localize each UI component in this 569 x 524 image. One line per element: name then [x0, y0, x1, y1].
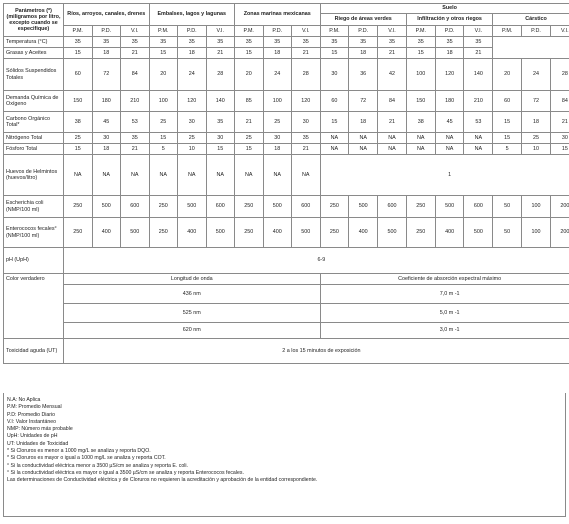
value-cell: 500: [292, 218, 321, 248]
value-cell: 25: [235, 133, 264, 144]
value-cell: 15: [206, 144, 235, 155]
value-cell: 25: [64, 133, 93, 144]
header-carstico: Cárstico: [493, 14, 569, 26]
subheader-pd: P.D.: [263, 26, 292, 37]
subheader-pm: P.M.: [149, 26, 178, 37]
value-cell: 400: [435, 218, 464, 248]
value-cell: 35: [235, 37, 264, 48]
ph-label: pH (UpH): [4, 248, 64, 274]
row-label: Fósforo Total: [4, 144, 64, 155]
value-cell: 210: [121, 91, 150, 112]
value-cell: 30: [292, 112, 321, 133]
value-cell: 35: [178, 37, 207, 48]
value-cell: 120: [435, 59, 464, 91]
header-parameters: Parámetros (*) (miligramos por litro, excepto cuando se especifique): [4, 4, 64, 37]
value-cell: 600: [121, 196, 150, 218]
value-cell: NA: [263, 155, 292, 196]
row-label: Grasas y Aceites: [4, 48, 64, 59]
value-cell: 500: [349, 196, 378, 218]
color-label: Color verdadero: [4, 274, 64, 339]
toxicity-value: 2 a los 15 minutos de exposición: [64, 339, 569, 364]
value-cell: 72: [522, 91, 551, 112]
table-row: [4, 37, 569, 48]
value-cell: 42: [378, 59, 407, 91]
value-cell: 84: [378, 91, 407, 112]
value-cell: 35: [406, 37, 435, 48]
value-cell: 38: [64, 112, 93, 133]
value-cell: 140: [206, 91, 235, 112]
row-label: Carbono Orgánico Total*: [4, 112, 64, 133]
value-cell: 15: [493, 112, 522, 133]
value-cell: 400: [178, 218, 207, 248]
value-cell: 15: [320, 112, 349, 133]
subheader-pd: P.D.: [522, 26, 551, 37]
value-cell: 15: [64, 144, 93, 155]
table-row: [4, 155, 569, 196]
subheader-pm: P.M.: [64, 26, 93, 37]
subheader-pm: P.M.: [320, 26, 349, 37]
value-cell: 24: [178, 59, 207, 91]
value-cell: 35: [320, 37, 349, 48]
value-cell: 120: [292, 91, 321, 112]
value-cell: 210: [464, 91, 493, 112]
value-cell: NA: [378, 144, 407, 155]
value-cell: 5: [149, 144, 178, 155]
subheader-vi: V.I.: [550, 26, 569, 37]
value-cell: 35: [263, 37, 292, 48]
value-cell: 18: [263, 48, 292, 59]
header-infiltracion: Infiltración y otros riegos: [406, 14, 492, 26]
header-zonas: Zonas marinas mexicanas: [235, 4, 321, 26]
value-cell: 35: [349, 37, 378, 48]
value-cell: 180: [92, 91, 121, 112]
value-cell: 250: [320, 196, 349, 218]
value-cell: 45: [92, 112, 121, 133]
color-wave: 620 nm: [64, 323, 321, 339]
value-cell: 35: [206, 37, 235, 48]
value-cell: NA: [464, 133, 493, 144]
value-cell: 600: [292, 196, 321, 218]
value-cell: 250: [149, 218, 178, 248]
table-row: [4, 133, 569, 144]
color-coef: 7,0 m -1: [320, 285, 569, 304]
footnote-line: P.M: Promedio Mensual: [7, 404, 62, 411]
value-cell: 72: [349, 91, 378, 112]
value-cell: NA: [435, 144, 464, 155]
value-cell: 35: [292, 37, 321, 48]
value-cell: 25: [149, 112, 178, 133]
value-cell: 21: [206, 48, 235, 59]
subheader-pd: P.D.: [178, 26, 207, 37]
value-cell: 60: [320, 91, 349, 112]
value-cell: NA: [292, 155, 321, 196]
value-cell: NA: [349, 133, 378, 144]
value-cell: 500: [464, 218, 493, 248]
value-cell: 35: [435, 37, 464, 48]
row-label: Sólidos Suspendidos Totales: [4, 59, 64, 91]
row-label: Demanda Química de Oxígeno: [4, 91, 64, 112]
value-cell: 150: [406, 91, 435, 112]
color-wave: 525 nm: [64, 304, 321, 323]
value-cell: NA: [349, 144, 378, 155]
value-cell: 100: [406, 59, 435, 91]
footnote-line: N.A: No Aplica: [7, 397, 41, 403]
value-cell: 35: [121, 37, 150, 48]
row-label: Huevos de Helmintos (huevos/litro): [4, 155, 64, 196]
value-cell: 35: [149, 37, 178, 48]
value-cell: 21: [378, 48, 407, 59]
table-row: [4, 48, 569, 59]
value-cell: NA: [378, 133, 407, 144]
value-cell: 250: [64, 196, 93, 218]
value-cell: 500: [206, 218, 235, 248]
value-cell: 35: [64, 37, 93, 48]
value-cell: 35: [92, 37, 121, 48]
value-cell: 30: [263, 133, 292, 144]
footnote-line: P.D: Promedio Diario: [7, 411, 56, 418]
value-cell: 400: [92, 218, 121, 248]
value-cell: NA: [206, 155, 235, 196]
value-cell: 250: [149, 196, 178, 218]
value-cell: 28: [206, 59, 235, 91]
value-cell: 400: [349, 218, 378, 248]
value-cell: 200: [550, 218, 569, 248]
value-cell: 15: [550, 144, 569, 155]
value-cell: 21: [378, 112, 407, 133]
value-cell: 250: [235, 218, 264, 248]
value-cell: 250: [235, 196, 264, 218]
toxicity-label: Toxicidad aguda (UT): [4, 339, 64, 364]
subheader-pm: P.M.: [406, 26, 435, 37]
value-cell: 15: [320, 48, 349, 59]
value-cell: 85: [235, 91, 264, 112]
footnote-line: ° Si la conductividad eléctrica menor a 3500 µS/cm se analiza y reporta E. coli.: [7, 462, 188, 469]
table-row: [4, 196, 569, 218]
value-cell: 25: [178, 133, 207, 144]
value-cell: 20: [149, 59, 178, 91]
value-cell: 500: [121, 218, 150, 248]
value-cell: 21: [121, 48, 150, 59]
value-cell: 30: [320, 59, 349, 91]
footnote-line: ° Si la conductividad eléctrica es mayor o igual a 3500 µS/cm se analiza y reporta Enterococos fecales.: [7, 469, 244, 476]
header-rios: Ríos, arroyos, canales, drenes: [64, 4, 150, 26]
footnote-line: Las determinaciones de Conductividad eléctrica y de Cloruros no requieren la acreditación y aprobación de la entidad correspondiente.: [7, 477, 318, 484]
subheader-row: [4, 26, 569, 37]
value-cell: NA: [235, 155, 264, 196]
row-label: Nitrógeno Total: [4, 133, 64, 144]
subheader-vi: V.I.: [206, 26, 235, 37]
value-cell: 120: [178, 91, 207, 112]
value-cell: 18: [349, 48, 378, 59]
value-cell: 500: [378, 218, 407, 248]
footnote-line: UT: Unidades de Toxicidad: [7, 440, 69, 447]
value-cell: 250: [320, 218, 349, 248]
value-cell: 10: [522, 144, 551, 155]
color-coef: 5,0 m -1: [320, 304, 569, 323]
header-embalses: Embalses, lagos y lagunas: [149, 4, 235, 26]
value-cell: NA: [406, 133, 435, 144]
value-cell: 250: [64, 218, 93, 248]
value-cell: 100: [522, 196, 551, 218]
subheader-vi: V.I.: [292, 26, 321, 37]
value-cell: 30: [550, 133, 569, 144]
footnote-line: * Si Cloruros es menor a 1000 mg/L se analiza y reporta DQO.: [7, 448, 151, 455]
value-cell: 72: [92, 59, 121, 91]
value-cell: 24: [522, 59, 551, 91]
merged-value-cell: 1: [320, 155, 569, 196]
value-cell: 35: [292, 133, 321, 144]
value-cell: NA: [92, 155, 121, 196]
value-cell: 100: [149, 91, 178, 112]
ph-value: 6-9: [64, 248, 569, 274]
value-cell: 18: [522, 112, 551, 133]
value-cell: 35: [206, 112, 235, 133]
footnote-line: UpH: Unidades de pH: [7, 433, 58, 440]
value-cell: 100: [522, 218, 551, 248]
color-coef: 3,0 m -1: [320, 323, 569, 339]
value-cell: NA: [149, 155, 178, 196]
value-cell: 400: [263, 218, 292, 248]
color-coef-header: Coeficiente de absorción espectral máximo: [320, 274, 569, 285]
value-cell: 140: [464, 59, 493, 91]
value-cell: 15: [149, 133, 178, 144]
value-cell: 28: [292, 59, 321, 91]
value-cell: NA: [320, 144, 349, 155]
value-cell: NA: [464, 144, 493, 155]
footnote-line: NMP: Número más probable: [7, 426, 73, 433]
value-cell: NA: [178, 155, 207, 196]
value-cell: 5: [493, 144, 522, 155]
value-cell: 100: [263, 91, 292, 112]
table-row: [4, 218, 569, 248]
value-cell: 24: [263, 59, 292, 91]
value-cell: 250: [406, 196, 435, 218]
value-cell: 30: [178, 112, 207, 133]
value-cell: 180: [435, 91, 464, 112]
value-cell: 15: [149, 48, 178, 59]
value-cell: 25: [522, 133, 551, 144]
value-cell: 500: [92, 196, 121, 218]
value-cell: 500: [263, 196, 292, 218]
value-cell: 30: [206, 133, 235, 144]
value-cell: 600: [378, 196, 407, 218]
value-cell: 25: [263, 112, 292, 133]
value-cell: 21: [235, 112, 264, 133]
value-cell: 18: [92, 144, 121, 155]
value-cell: 18: [435, 48, 464, 59]
table-row: [4, 91, 569, 112]
value-cell: NA: [121, 155, 150, 196]
footnote-line: * Si Cloruros es mayor o igual a 1000 mg/L se analiza y reporta COT.: [7, 455, 166, 462]
table-row: [4, 59, 569, 91]
value-cell: 60: [64, 59, 93, 91]
subheader-pm: P.M.: [235, 26, 264, 37]
value-cell: 15: [406, 48, 435, 59]
value-cell: NA: [435, 133, 464, 144]
value-cell: 18: [263, 144, 292, 155]
value-cell: 18: [349, 112, 378, 133]
value-cell: NA: [406, 144, 435, 155]
value-cell: 18: [178, 48, 207, 59]
value-cell: 84: [550, 91, 569, 112]
value-cell: 53: [121, 112, 150, 133]
value-cell: NA: [64, 155, 93, 196]
value-cell: 15: [235, 48, 264, 59]
color-wave: 436 nm: [64, 285, 321, 304]
value-cell: 20: [235, 59, 264, 91]
value-cell: 50: [493, 196, 522, 218]
value-cell: 28: [550, 59, 569, 91]
value-cell: 21: [550, 112, 569, 133]
value-cell: 53: [464, 112, 493, 133]
value-cell: 20: [493, 59, 522, 91]
value-cell: 500: [178, 196, 207, 218]
value-cell: 600: [464, 196, 493, 218]
value-cell: 15: [493, 133, 522, 144]
value-cell: 84: [121, 59, 150, 91]
value-cell: 15: [235, 144, 264, 155]
subheader-vi: V.I.: [464, 26, 493, 37]
subheader-pd: P.D.: [435, 26, 464, 37]
value-cell: 21: [121, 144, 150, 155]
value-cell: 35: [378, 37, 407, 48]
value-cell: 21: [292, 144, 321, 155]
row-label: Temperatura (°C): [4, 37, 64, 48]
table-row: [4, 112, 569, 133]
footnotes: [3, 393, 566, 517]
value-cell: 30: [92, 133, 121, 144]
value-cell: 150: [64, 91, 93, 112]
subheader-pd: P.D.: [349, 26, 378, 37]
value-cell: 10: [178, 144, 207, 155]
value-cell: 500: [435, 196, 464, 218]
row-label: Escherichia coli (NMP/100 ml): [4, 196, 64, 218]
table-row: [4, 144, 569, 155]
header-suelo: Suelo: [320, 4, 569, 14]
subheader-vi: V.I.: [121, 26, 150, 37]
limits-table: [3, 3, 569, 364]
value-cell: 250: [406, 218, 435, 248]
value-cell: 38: [406, 112, 435, 133]
value-cell: 60: [493, 91, 522, 112]
value-cell: 35: [121, 133, 150, 144]
value-cell: 21: [292, 48, 321, 59]
header-riego: Riego de áreas verdes: [320, 14, 406, 26]
value-cell: 15: [64, 48, 93, 59]
subheader-vi: V.I.: [378, 26, 407, 37]
value-cell: NA: [320, 133, 349, 144]
value-cell: 18: [92, 48, 121, 59]
row-label: Enterococos fecales° (NMP/100 ml): [4, 218, 64, 248]
value-cell: 45: [435, 112, 464, 133]
value-cell: 600: [206, 196, 235, 218]
subheader-pm: P.M.: [493, 26, 522, 37]
color-wave-header: Longitud de onda: [64, 274, 321, 285]
value-cell: 50: [493, 218, 522, 248]
footnote-line: V.I: Valor Instantáneo: [7, 418, 57, 425]
value-cell: 21: [464, 48, 493, 59]
value-cell: 36: [349, 59, 378, 91]
subheader-pd: P.D.: [92, 26, 121, 37]
value-cell: 35: [464, 37, 493, 48]
value-cell: 200: [550, 196, 569, 218]
